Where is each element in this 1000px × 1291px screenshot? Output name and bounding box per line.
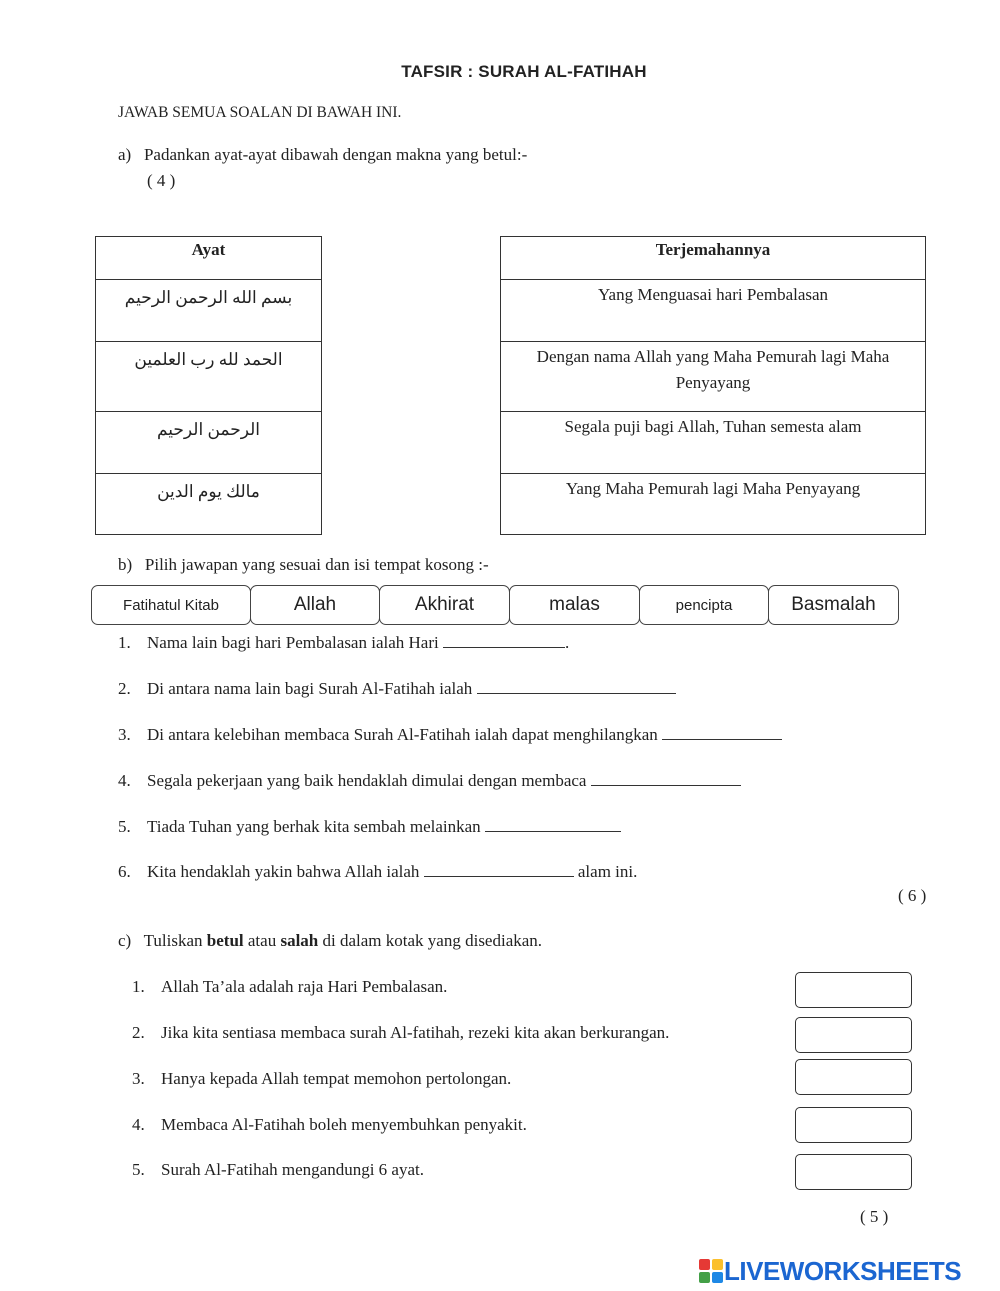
section-c-bold-betul: betul bbox=[206, 931, 244, 950]
question-text: Segala pekerjaan yang baik hendaklah dimulai dengan membaca bbox=[147, 771, 591, 790]
true-false-statement bbox=[132, 977, 447, 997]
statement-number: 1. bbox=[132, 977, 145, 996]
choice-fatihatul-kitab[interactable]: Fatihatul Kitab bbox=[91, 585, 251, 625]
section-a-prompt: a) Padankan ayat-ayat dibawah dengan makna yang betul:- bbox=[118, 145, 528, 164]
question-number: 2. bbox=[118, 679, 131, 698]
statement-number: 5. bbox=[132, 1160, 145, 1179]
answer-blank[interactable] bbox=[485, 817, 621, 832]
ayat-cell[interactable]: الحمد لله رب العلمين bbox=[96, 342, 322, 412]
question-text: Di antara nama lain bagi Surah Al-Fatihah ialah bbox=[147, 679, 477, 698]
section-c-marks: ( 5 ) bbox=[860, 1207, 889, 1226]
question-number: 6. bbox=[118, 862, 131, 881]
answer-box[interactable] bbox=[795, 1017, 912, 1053]
section-c-suffix: di dalam kotak yang disediakan. bbox=[318, 931, 543, 950]
instruction: JAWAB SEMUA SOALAN DI BAWAH INI. bbox=[118, 104, 402, 121]
answer-blank[interactable] bbox=[662, 725, 782, 740]
ayat-table bbox=[95, 236, 322, 535]
ayat-cell[interactable]: الرحمن الرحيم bbox=[96, 412, 322, 474]
fill-question bbox=[118, 862, 637, 882]
true-false-statement bbox=[132, 1069, 511, 1089]
section-c-mid: atau bbox=[243, 931, 281, 950]
fill-question bbox=[118, 633, 569, 653]
question-text: Di antara kelebihan membaca Surah Al-Fatihah ialah dapat menghilangkan bbox=[147, 725, 663, 744]
section-c-prefix: c) Tuliskan bbox=[118, 931, 207, 950]
question-text: Tiada Tuhan yang berhak kita sembah melainkan bbox=[147, 817, 485, 836]
question-number: 5. bbox=[118, 817, 131, 836]
page-title: TAFSIR : SURAH AL-FATIHAH bbox=[401, 62, 647, 81]
true-false-statement bbox=[132, 1023, 669, 1043]
statement-text: Membaca Al-Fatihah boleh menyembuhkan penyakit. bbox=[161, 1115, 527, 1134]
terjemahan-cell[interactable]: Dengan nama Allah yang Maha Pemurah lagi Maha Penyayang bbox=[501, 342, 926, 412]
question-number: 1. bbox=[118, 633, 131, 652]
choice-pencipta[interactable]: pencipta bbox=[639, 585, 769, 625]
fill-question bbox=[118, 725, 782, 745]
ayat-cell[interactable]: مالك يوم الدين bbox=[96, 474, 322, 535]
choice-allah[interactable]: Allah bbox=[250, 585, 380, 625]
choice-basmalah[interactable]: Basmalah bbox=[768, 585, 899, 625]
terjemahan-cell[interactable]: Segala puji bagi Allah, Tuhan semesta alam bbox=[501, 412, 926, 474]
fill-question bbox=[118, 817, 621, 837]
section-b-marks: ( 6 ) bbox=[898, 886, 927, 905]
question-number: 4. bbox=[118, 771, 131, 790]
answer-box[interactable] bbox=[795, 1154, 912, 1190]
statement-text: Jika kita sentiasa membaca surah Al-fatihah, rezeki kita akan berkurangan. bbox=[161, 1023, 670, 1042]
choice-malas[interactable]: malas bbox=[509, 585, 640, 625]
statement-number: 3. bbox=[132, 1069, 145, 1088]
terjemahan-cell[interactable]: Yang Menguasai hari Pembalasan bbox=[501, 280, 926, 342]
liveworksheets-logo-icon bbox=[698, 1258, 724, 1284]
question-text: Nama lain bagi hari Pembalasan ialah Hari bbox=[147, 633, 443, 652]
statement-number: 4. bbox=[132, 1115, 145, 1134]
statement-text: Hanya kepada Allah tempat memohon pertolongan. bbox=[161, 1069, 512, 1088]
statement-text: Surah Al-Fatihah mengandungi 6 ayat. bbox=[161, 1160, 424, 1179]
true-false-statement bbox=[132, 1160, 424, 1180]
liveworksheets-logo bbox=[698, 1256, 961, 1286]
fill-question bbox=[118, 679, 676, 699]
answer-blank[interactable] bbox=[477, 679, 676, 694]
choice-akhirat[interactable]: Akhirat bbox=[379, 585, 510, 625]
fill-question bbox=[118, 771, 741, 791]
question-after: alam ini. bbox=[573, 862, 638, 881]
statement-number: 2. bbox=[132, 1023, 145, 1042]
answer-box[interactable] bbox=[795, 1059, 912, 1095]
section-c-prompt bbox=[118, 931, 542, 951]
statement-text: Allah Ta’ala adalah raja Hari Pembalasan. bbox=[161, 977, 448, 996]
ayat-cell[interactable]: بسم الله الرحمن الرحيم bbox=[96, 280, 322, 342]
section-b-prompt: b) Pilih jawapan yang sesuai dan isi tempat kosong :- bbox=[118, 555, 489, 574]
answer-box[interactable] bbox=[795, 972, 912, 1008]
terjemahan-table bbox=[500, 236, 926, 535]
section-a-marks: ( 4 ) bbox=[147, 171, 176, 190]
question-number: 3. bbox=[118, 725, 131, 744]
section-c-bold-salah: salah bbox=[280, 931, 319, 950]
terjemahan-cell[interactable]: Yang Maha Pemurah lagi Maha Penyayang bbox=[501, 474, 926, 535]
answer-box[interactable] bbox=[795, 1107, 912, 1143]
answer-blank[interactable] bbox=[591, 771, 741, 786]
terjemahan-header: Terjemahannya bbox=[501, 237, 926, 280]
question-after: . bbox=[564, 633, 570, 652]
true-false-statement bbox=[132, 1115, 527, 1135]
answer-blank[interactable] bbox=[443, 633, 565, 648]
question-text: Kita hendaklah yakin bahwa Allah ialah bbox=[147, 862, 424, 881]
liveworksheets-logo-text: LIVEWORKSHEETS bbox=[724, 1255, 962, 1286]
answer-blank[interactable] bbox=[424, 862, 574, 877]
ayat-header: Ayat bbox=[96, 237, 322, 280]
